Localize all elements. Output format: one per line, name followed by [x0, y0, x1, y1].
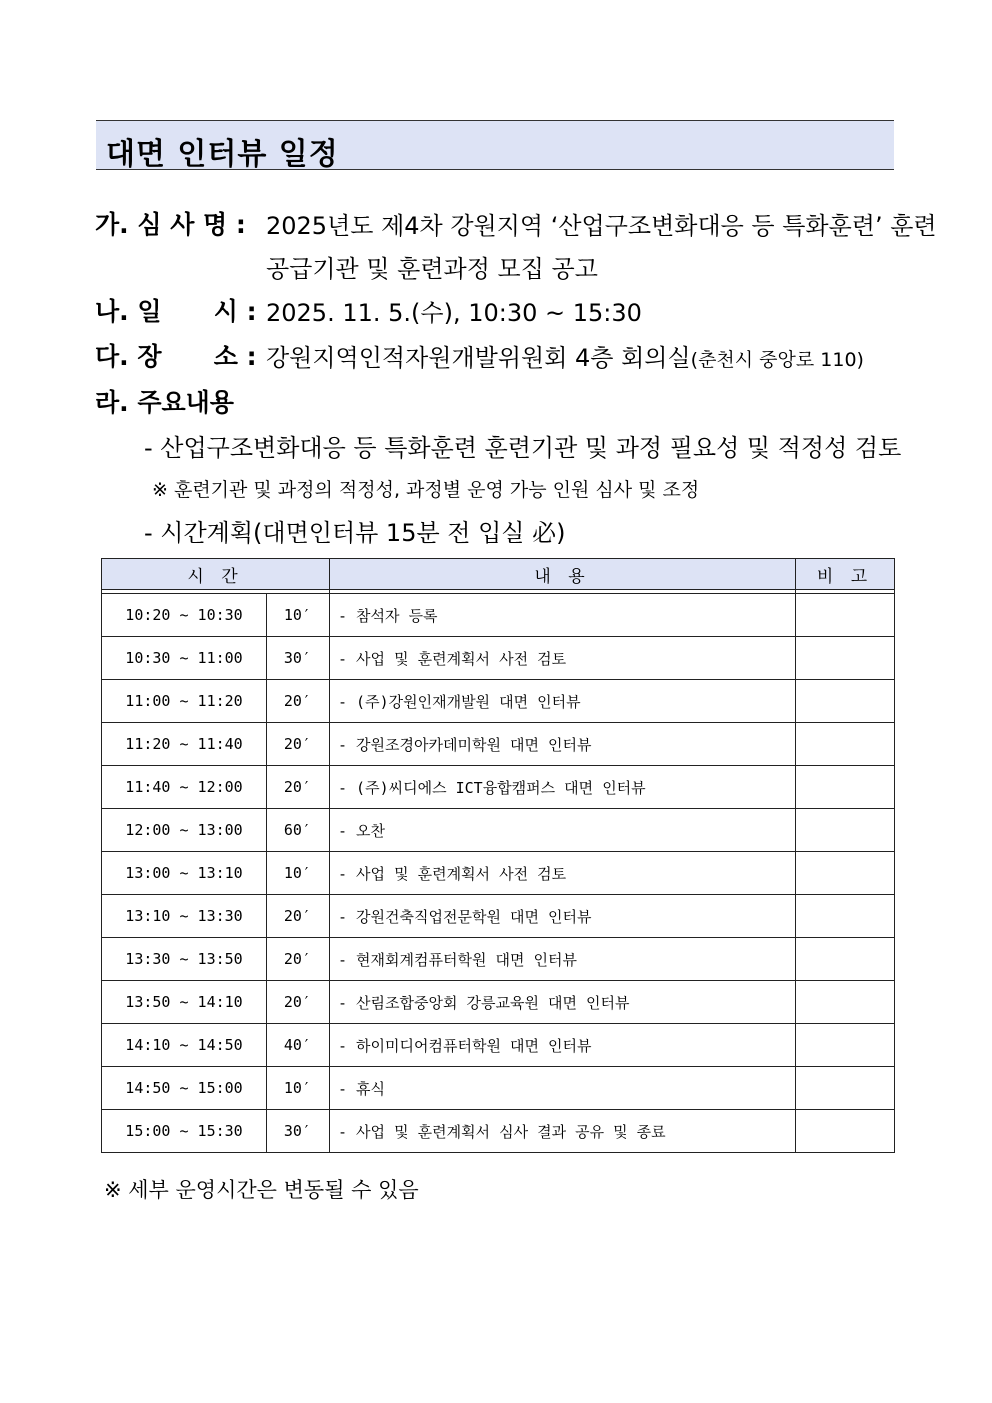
table-header-row: [102, 559, 895, 590]
time-cell: 11:40 ~ 12:00: [102, 766, 267, 809]
content-cell: - 하이미디어컴퓨터학원 대면 인터뷰: [330, 1024, 796, 1067]
duration-cell: 20′: [267, 766, 330, 809]
table-row: [102, 1110, 895, 1153]
na-value: 2025. 11. 5.(수), 10:30 ~ 15:30: [266, 299, 642, 327]
note-cell: [796, 594, 895, 637]
duration-cell: 10′: [267, 594, 330, 637]
ra-bullet-2: - 시간계획(대면인터뷰 15분 전 입실 必): [144, 519, 566, 547]
ga-value-line2: 공급기관 및 훈련과정 모집 공고: [266, 255, 598, 283]
duration-cell: 20′: [267, 680, 330, 723]
note-cell: [796, 852, 895, 895]
note-cell: [796, 981, 895, 1024]
time-cell: 10:30 ~ 11:00: [102, 637, 267, 680]
da-value-main: 강원지역인적자원개발위원회 4층 회의실: [266, 344, 691, 372]
table-row: [102, 680, 895, 723]
duration-cell: 60′: [267, 809, 330, 852]
da-label: 다. 장 소 :: [95, 342, 257, 371]
duration-cell: 30′: [267, 637, 330, 680]
note-cell: [796, 1067, 895, 1110]
header-time: 시 간: [102, 559, 330, 590]
note-cell: [796, 766, 895, 809]
header-note: 비 고: [796, 559, 895, 590]
content-cell: - (주)강원인재개발원 대면 인터뷰: [330, 680, 796, 723]
content-cell: - 휴식: [330, 1067, 796, 1110]
table-row: [102, 895, 895, 938]
ra-label: 라. 주요내용: [95, 388, 234, 417]
duration-cell: 20′: [267, 723, 330, 766]
duration-cell: 10′: [267, 852, 330, 895]
note-cell: [796, 1024, 895, 1067]
footnote: ※ 세부 운영시간은 변동될 수 있음: [104, 1178, 419, 1202]
content-cell: - 사업 및 훈련계획서 사전 검토: [330, 637, 796, 680]
table-row: [102, 766, 895, 809]
content-cell: - 참석자 등록: [330, 594, 796, 637]
ga-value-line1: 2025년도 제4차 강원지역 ‘산업구조변화대응 등 특화훈련’ 훈련: [266, 212, 937, 240]
table-row: [102, 852, 895, 895]
content-cell: - 강원건축직업전문학원 대면 인터뷰: [330, 895, 796, 938]
time-cell: 14:50 ~ 15:00: [102, 1067, 267, 1110]
content-cell: - 산림조합중앙회 강릉교육원 대면 인터뷰: [330, 981, 796, 1024]
time-cell: 13:50 ~ 14:10: [102, 981, 267, 1024]
schedule-table: [101, 558, 895, 1153]
time-cell: 10:20 ~ 10:30: [102, 594, 267, 637]
note-cell: [796, 895, 895, 938]
note-cell: [796, 680, 895, 723]
table-row: [102, 1024, 895, 1067]
note-cell: [796, 1110, 895, 1153]
time-cell: 13:10 ~ 13:30: [102, 895, 267, 938]
time-cell: 14:10 ~ 14:50: [102, 1024, 267, 1067]
time-cell: 11:20 ~ 11:40: [102, 723, 267, 766]
da-value: [266, 338, 864, 373]
content-cell: - 오찬: [330, 809, 796, 852]
duration-cell: 20′: [267, 938, 330, 981]
note-cell: [796, 723, 895, 766]
note-cell: [796, 938, 895, 981]
time-cell: 12:00 ~ 13:00: [102, 809, 267, 852]
content-cell: - 현재회계컴퓨터학원 대면 인터뷰: [330, 938, 796, 981]
duration-cell: 20′: [267, 981, 330, 1024]
table-row: [102, 594, 895, 637]
duration-cell: 30′: [267, 1110, 330, 1153]
ra-bullet-1: - 산업구조변화대응 등 특화훈련 훈련기관 및 과정 필요성 및 적정성 검토: [144, 434, 902, 462]
time-cell: 13:00 ~ 13:10: [102, 852, 267, 895]
time-cell: 13:30 ~ 13:50: [102, 938, 267, 981]
na-label: 나. 일 시 :: [95, 297, 257, 326]
table-row: [102, 938, 895, 981]
ra-note: ※ 훈련기관 및 과정의 적정성, 과정별 운영 가능 인원 심사 및 조정: [152, 479, 700, 501]
content-cell: - (주)씨디에스 ICT융합캠퍼스 대면 인터뷰: [330, 766, 796, 809]
content-cell: - 강원조경아카데미학원 대면 인터뷰: [330, 723, 796, 766]
da-value-address: (춘천시 중앙로 110): [690, 349, 864, 371]
time-cell: 15:00 ~ 15:30: [102, 1110, 267, 1153]
duration-cell: 40′: [267, 1024, 330, 1067]
ga-label: 가. 심 사 명 :: [95, 210, 246, 239]
title-box: [96, 120, 894, 170]
page-title: 대면 인터뷰 일정: [106, 137, 339, 172]
note-cell: [796, 637, 895, 680]
table-row: [102, 723, 895, 766]
content-cell: - 사업 및 훈련계획서 사전 검토: [330, 852, 796, 895]
table-row: [102, 637, 895, 680]
content-cell: - 사업 및 훈련계획서 심사 결과 공유 및 종료: [330, 1110, 796, 1153]
header-content: 내 용: [330, 559, 796, 590]
time-cell: 11:00 ~ 11:20: [102, 680, 267, 723]
table-row: [102, 981, 895, 1024]
duration-cell: 20′: [267, 895, 330, 938]
table-row: [102, 809, 895, 852]
note-cell: [796, 809, 895, 852]
table-row: [102, 1067, 895, 1110]
duration-cell: 10′: [267, 1067, 330, 1110]
